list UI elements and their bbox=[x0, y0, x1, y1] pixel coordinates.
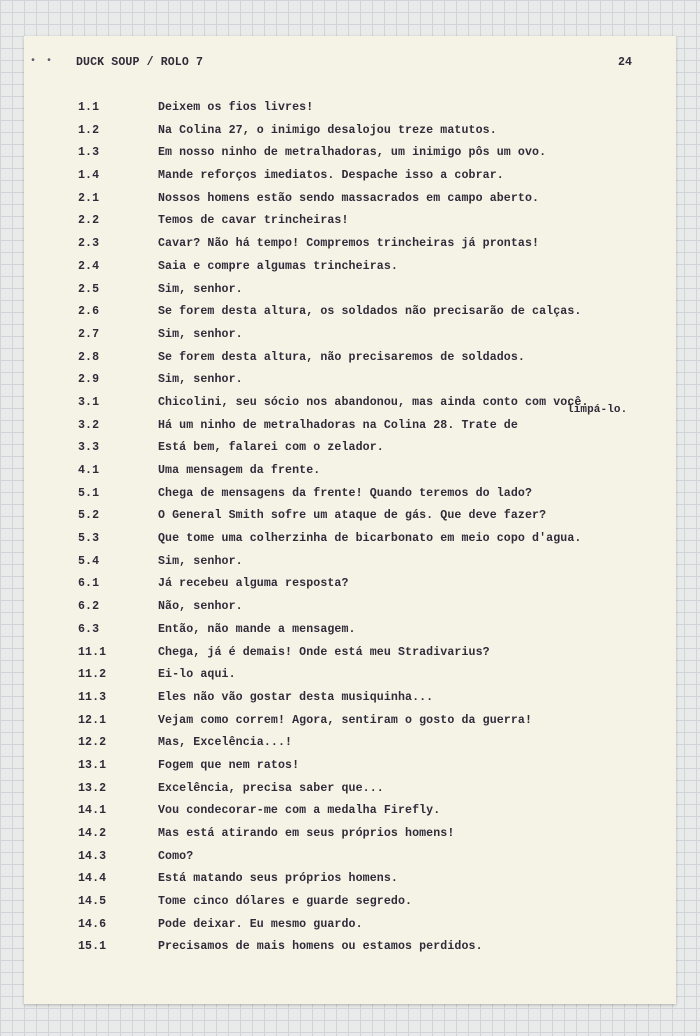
line-text: Já recebeu alguma resposta? bbox=[158, 577, 349, 591]
line-number: 11.2 bbox=[78, 668, 107, 682]
script-line bbox=[24, 351, 676, 374]
line-number: 5.3 bbox=[78, 532, 100, 546]
line-number: 6.2 bbox=[78, 600, 100, 614]
line-text: Vejam como correm! Agora, sentiram o gosto da guerra! bbox=[158, 713, 533, 727]
line-text: Uma mensagem da frente. bbox=[158, 464, 321, 477]
script-line bbox=[24, 464, 676, 487]
line-text: Mas, Excelência...! bbox=[158, 736, 293, 750]
line-text: Sim, senhor. bbox=[158, 327, 243, 341]
line-number: 15.1 bbox=[78, 940, 107, 954]
line-number: 14.5 bbox=[78, 895, 107, 909]
line-text: Não, senhor. bbox=[158, 600, 243, 614]
line-text: Está bem, falarei com o zelador. bbox=[158, 441, 384, 455]
line-number: 12.1 bbox=[78, 713, 107, 727]
script-line bbox=[24, 328, 676, 351]
line-text: Se forem desta altura, os soldados não precisarão de calças. bbox=[158, 305, 582, 319]
line-number: 2.1 bbox=[78, 191, 100, 205]
script-line bbox=[24, 736, 676, 759]
line-text: Em nosso ninho de metralhadoras, um inimigo pôs um ovo. bbox=[158, 146, 547, 160]
line-text: Que tome uma colherzinha de bicarbonato em meio copo d'agua. bbox=[158, 532, 582, 546]
script-line bbox=[24, 419, 676, 442]
script-line bbox=[24, 714, 676, 737]
line-text: Eles não vão gostar desta musiquinha... bbox=[158, 690, 434, 704]
line-text: Sim, senhor. bbox=[158, 373, 243, 387]
script-line bbox=[24, 804, 676, 827]
line-number: 11.1 bbox=[78, 645, 107, 659]
line-text: Está matando seus próprios homens. bbox=[158, 872, 398, 886]
line-text: Deixem os fios livres! bbox=[158, 101, 314, 114]
line-number: 13.2 bbox=[78, 781, 107, 795]
line-number: 2.9 bbox=[78, 373, 100, 387]
line-number: 3.2 bbox=[78, 418, 100, 432]
line-number: 6.1 bbox=[78, 577, 100, 591]
script-line bbox=[24, 827, 676, 850]
script-line bbox=[24, 124, 676, 147]
line-number: 2.6 bbox=[78, 305, 100, 319]
line-number: 2.8 bbox=[78, 350, 100, 364]
page-title: DUCK SOUP / ROLO 7 bbox=[76, 56, 204, 69]
line-text: Nossos homens estão sendo massacrados em campo aberto. bbox=[158, 191, 540, 205]
script-line bbox=[24, 600, 676, 623]
script-line bbox=[24, 646, 676, 669]
line-text: Precisamos de mais homens ou estamos perdidos. bbox=[158, 940, 483, 954]
line-text: Excelência, precisa saber que... bbox=[158, 781, 384, 795]
line-number: 6.3 bbox=[78, 622, 100, 636]
line-number: 3.3 bbox=[78, 441, 100, 455]
line-number: 2.2 bbox=[78, 214, 100, 228]
line-text: Como? bbox=[158, 849, 194, 863]
script-line bbox=[24, 192, 676, 215]
line-text: Então, não mande a mensagem. bbox=[158, 622, 356, 636]
line-text: Ei-lo aqui. bbox=[158, 668, 236, 682]
line-text: Tome cinco dólares e guarde segredo. bbox=[158, 895, 413, 909]
script-line bbox=[24, 214, 676, 237]
page-number: 24 bbox=[618, 56, 633, 69]
script-line bbox=[24, 872, 676, 895]
overtype-correction: limpá-lo. bbox=[567, 404, 628, 416]
script-line bbox=[24, 940, 676, 963]
typed-page bbox=[24, 36, 676, 1004]
line-text: Chicolini, seu sócio nos abandonou, mas ainda conto com você. bbox=[158, 395, 589, 409]
script-line bbox=[24, 260, 676, 283]
line-number: 5.4 bbox=[78, 554, 100, 568]
script-line bbox=[24, 668, 676, 691]
line-text: Temos de cavar trincheiras! bbox=[158, 214, 349, 228]
line-text: Pode deixar. Eu mesmo guardo. bbox=[158, 917, 363, 931]
line-number: 2.4 bbox=[78, 259, 100, 273]
script-line bbox=[24, 532, 676, 555]
line-number: 13.1 bbox=[78, 758, 107, 772]
line-number: 1.4 bbox=[78, 169, 100, 183]
script-line bbox=[24, 487, 676, 510]
line-text: Mande reforços imediatos. Despache isso a cobrar. bbox=[158, 169, 504, 183]
line-text: Se forem desta altura, não precisaremos de soldados. bbox=[158, 350, 525, 364]
script-line bbox=[24, 283, 676, 306]
script-line bbox=[24, 850, 676, 873]
line-number: 5.2 bbox=[78, 509, 100, 523]
line-number: 2.7 bbox=[78, 327, 100, 341]
script-line bbox=[24, 918, 676, 941]
line-text: O General Smith sofre um ataque de gás. Que deve fazer? bbox=[158, 509, 547, 523]
script-line bbox=[24, 373, 676, 396]
line-number: 1.2 bbox=[78, 123, 100, 137]
line-number: 2.3 bbox=[78, 237, 100, 251]
line-number: 1.1 bbox=[78, 101, 100, 114]
line-text: Mas está atirando em seus próprios homens! bbox=[158, 827, 455, 840]
script-line bbox=[24, 623, 676, 646]
script-line bbox=[24, 169, 676, 192]
line-text: Na Colina 27, o inimigo desalojou treze matutos. bbox=[158, 123, 497, 137]
line-number: 5.1 bbox=[78, 486, 100, 500]
line-number: 14.3 bbox=[78, 849, 107, 863]
line-number: 11.3 bbox=[78, 690, 107, 704]
line-text: Chega de mensagens da frente! Quando teremos do lado? bbox=[158, 486, 533, 500]
script-line bbox=[24, 577, 676, 600]
punch-marks: • • bbox=[30, 56, 55, 67]
script-line bbox=[24, 895, 676, 918]
line-number: 14.6 bbox=[78, 917, 107, 931]
line-text: Há um ninho de metralhadoras na Colina 28. Trate de bbox=[158, 418, 518, 432]
line-number: 14.2 bbox=[78, 827, 107, 840]
script-line bbox=[24, 555, 676, 578]
script-line bbox=[24, 237, 676, 260]
line-number: 2.5 bbox=[78, 282, 100, 296]
script-line bbox=[24, 782, 676, 805]
line-number: 14.4 bbox=[78, 872, 107, 886]
line-number: 4.1 bbox=[78, 464, 100, 477]
script-line bbox=[24, 441, 676, 464]
line-number: 12.2 bbox=[78, 736, 107, 750]
line-number: 14.1 bbox=[78, 804, 107, 818]
line-text: Sim, senhor. bbox=[158, 554, 243, 568]
line-number: 3.1 bbox=[78, 395, 100, 409]
script-line bbox=[24, 305, 676, 328]
script-line bbox=[24, 691, 676, 714]
script-line bbox=[24, 759, 676, 782]
line-text: Vou condecorar-me com a medalha Firefly. bbox=[158, 804, 441, 818]
line-text: Sim, senhor. bbox=[158, 282, 243, 296]
line-number: 1.3 bbox=[78, 146, 100, 160]
line-text: Fogem que nem ratos! bbox=[158, 758, 300, 772]
line-text: Cavar? Não há tempo! Compremos trincheiras já prontas! bbox=[158, 237, 540, 251]
script-line bbox=[24, 146, 676, 169]
script-lines bbox=[24, 101, 676, 963]
script-line bbox=[24, 101, 676, 124]
line-text: Chega, já é demais! Onde está meu Stradivarius? bbox=[158, 645, 490, 659]
script-line bbox=[24, 509, 676, 532]
line-text: Saia e compre algumas trincheiras. bbox=[158, 259, 398, 273]
